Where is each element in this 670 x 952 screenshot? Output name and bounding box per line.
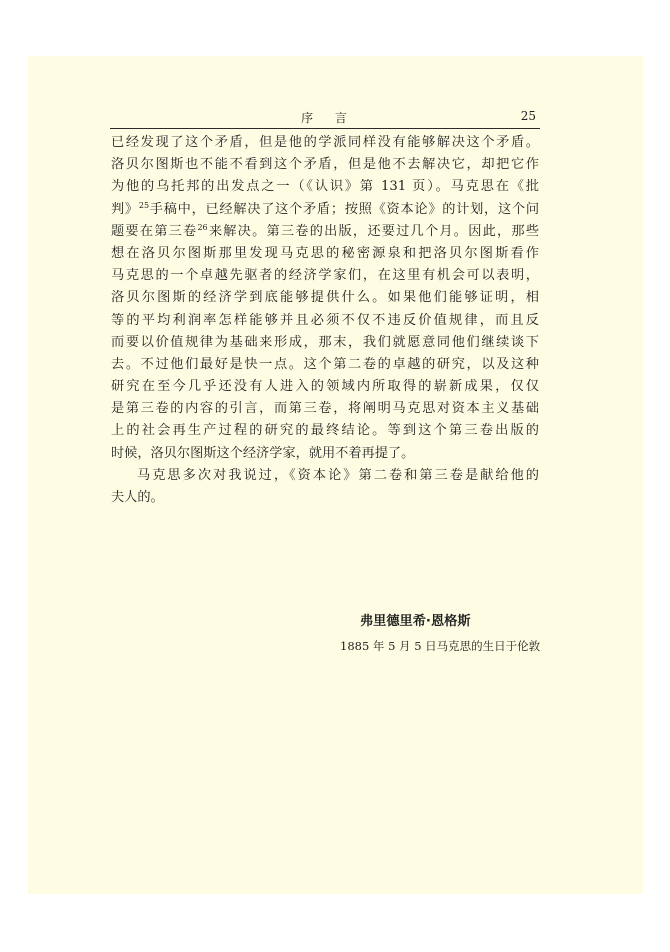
footnote-marker: 26 (197, 222, 208, 232)
running-header (110, 106, 540, 129)
text-line: 时候，洛贝尔图斯这个经济学家，就用不着再提了。 (111, 445, 415, 461)
text-fragment: 来解决。第三卷的出版，还要过几个月。因此，那些 (207, 223, 540, 239)
text-line: 是第三卷的内容的引言，而第三卷，将阐明马克思对资本主义基础 (111, 401, 539, 417)
text-line: 去。不过他们最好是快一点。这个第二卷的卓越的研究，以及这种 (111, 356, 539, 372)
text-line: 洛贝尔图斯也不能不看到这个矛盾，但是他不去解决它，却把它作 (111, 157, 539, 173)
text-line: 想在洛贝尔图斯那里发现马克思的秘密源泉和把洛贝尔图斯看作 (111, 245, 539, 261)
text-line (111, 199, 539, 221)
text-line: 研究在至今几乎还没有人进入的领域内所取得的崭新成果，仅仅 (111, 379, 539, 395)
text-line: 洛贝尔图斯的经济学到底能够提供什么。如果他们能够证明，相 (111, 290, 539, 306)
footnote-marker: 25 (138, 200, 150, 210)
text-line: 夫人的。 (111, 490, 164, 505)
text-line: 等的平均利润率怎样能够并且必须不仅不违反价值规律，而且反 (111, 312, 539, 328)
text-fragment: 手稿中，已经解决了这个矛盾；按照《资本论》的计划，这个问 (149, 201, 540, 217)
body-text (111, 132, 539, 509)
text-line: 为他的乌托邦的出发点之一（《认识》第 131 页）。马克思在《批 (111, 179, 539, 195)
text-line: 而要以价值规律为基础来形成，那末，我们就愿意同他们继续谈下 (111, 334, 539, 350)
text-line: 上的社会再生产过程的研究的最终结论。等到这个第三卷出版的 (111, 423, 539, 439)
header-title: 序 言 (301, 111, 349, 125)
text-line: 已经发现了这个矛盾，但是他的学派同样没有能够解决这个矛盾。 (111, 135, 539, 150)
text-fragment: 判》 (111, 201, 139, 217)
text-line: 马克思多次对我说过，《资本论》第二卷和第三卷是献给他的 (137, 467, 539, 483)
signature-dateline: 1885 年 5 月 5 日马克思的生日于伦敦 (340, 639, 541, 653)
text-line (111, 221, 539, 243)
text-line: 马克思的一个卓越先驱者的经济学家们，在这里有机会可以表明， (111, 268, 539, 284)
page-number: 25 (520, 109, 536, 123)
signature-name: 弗里德里希·恩格斯 (360, 614, 471, 629)
text-fragment: 题要在第三卷 (111, 223, 198, 239)
